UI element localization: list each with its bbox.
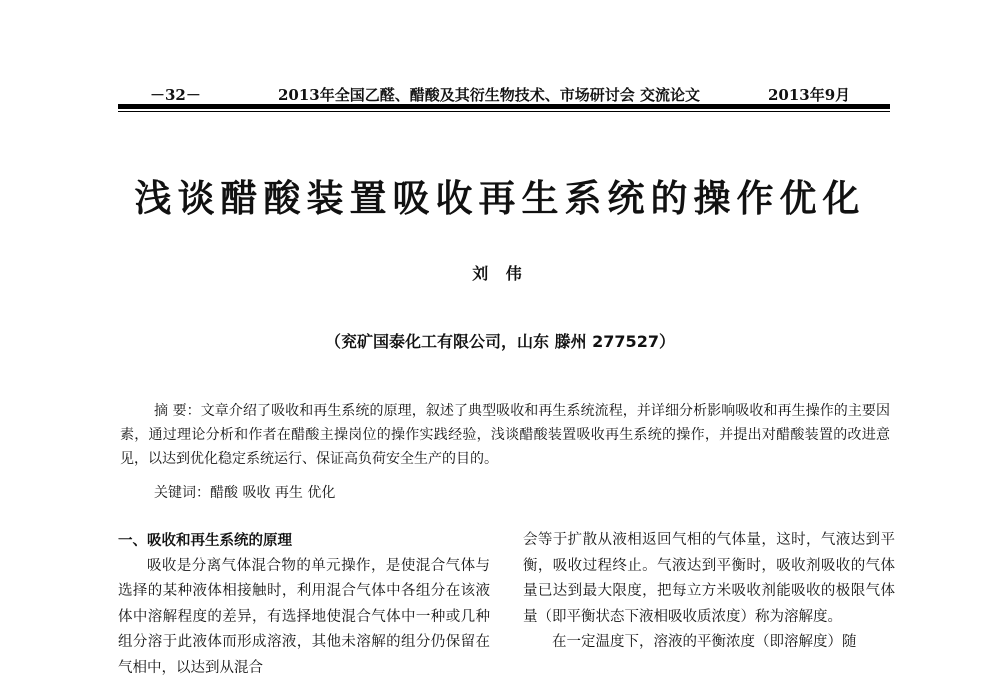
left-column — [118, 528, 490, 681]
body-paragraph: 会等于扩散从液相返回气相的气体量，这时，气液达到平衡，吸收过程终止。气液达到平衡时，吸收剂吸收的气体量已达到最大限度，把每立方米吸收剂能吸收的极限气体量（即平衡状态下液相吸收质浓度）称为溶解度。 — [523, 528, 895, 630]
author-name: 刘 伟 — [0, 261, 1000, 284]
conference-name: 2013年全国乙醛、醋酸及其衍生物技术、市场研讨会 交流论文 — [278, 84, 700, 105]
header-rule-thin — [118, 111, 890, 112]
running-header — [118, 84, 888, 104]
author-affiliation: （兖矿国泰化工有限公司，山东 滕州 277527） — [0, 329, 1000, 352]
body-paragraph: 吸收是分离气体混合物的单元操作，是使混合气体与选择的某种液体相接触时，利用混合气体中各组分在该液体中溶解程度的差异，有选择地使混合气体中一种或几种组分溶于此液体而形成溶液，其他未溶解的组分仍保留在气相中，以达到从混合 — [118, 554, 490, 681]
body-paragraph: 在一定温度下，溶液的平衡浓度（即溶解度）随 — [523, 630, 895, 656]
keywords: 关键词：醋酸 吸收 再生 优化 — [154, 482, 854, 502]
right-column — [523, 528, 895, 656]
publication-date: 2013年9月 — [768, 84, 850, 105]
section-heading: 一、吸收和再生系统的原理 — [118, 528, 490, 554]
abstract: 摘 要：文章介绍了吸收和再生系统的原理，叙述了典型吸收和再生系统流程，并详细分析影响吸收和再生操作的主要因素，通过理论分析和作者在醋酸主操岗位的操作实践经验，浅谈醋酸装置吸收再生系统的操作，并提出对醋酸装置的改进意见，以达到优化稳定系统运行、保证高负荷安全生产的目的。 — [120, 399, 890, 471]
paper-title: 浅谈醋酸装置吸收再生系统的操作优化 — [0, 168, 1000, 222]
header-rule-thick — [118, 104, 890, 109]
page-number: －32－ — [150, 84, 201, 105]
